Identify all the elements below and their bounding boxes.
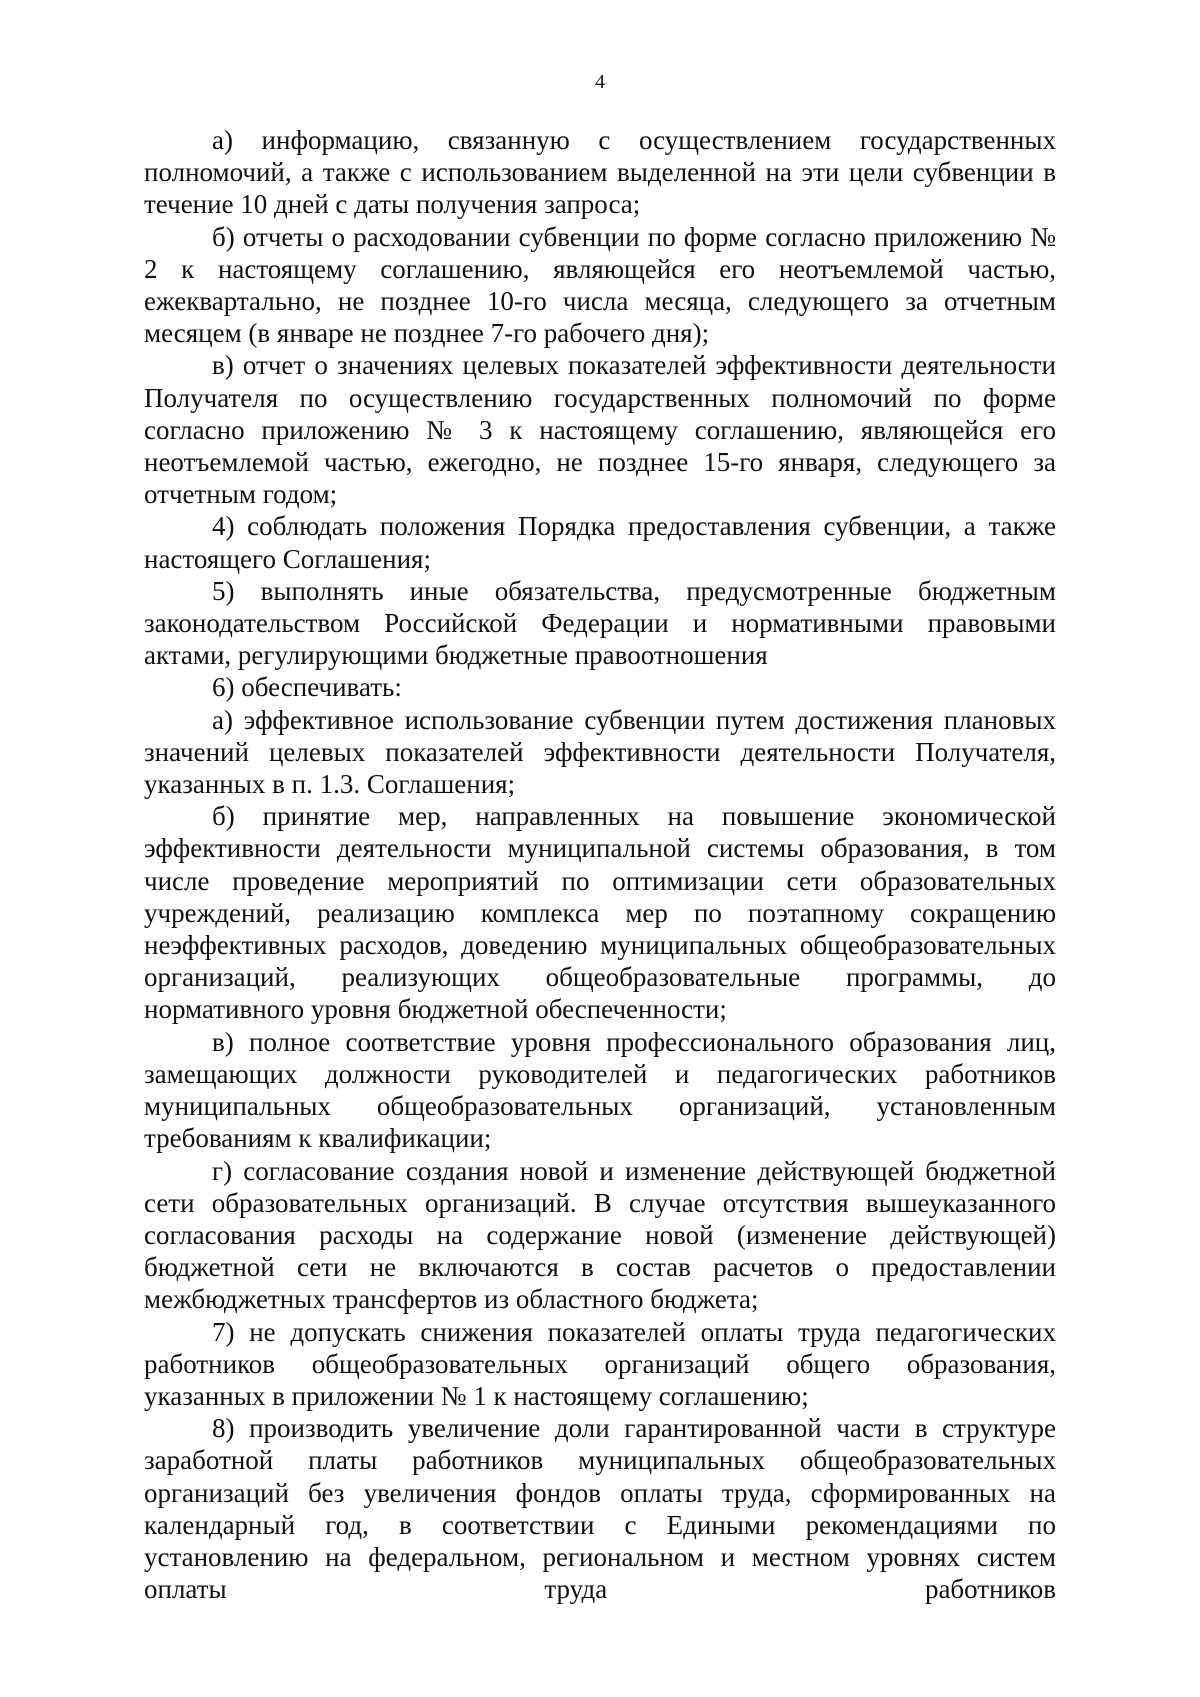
paragraph-6-ensure: 6) обеспечивать: — [212, 672, 402, 703]
paragraph-6v-qualification: в) полное соответствие уровня профессионального образования лиц, замещающих должности руководителей и педагогических работников муниципальных общеобразовательных организаций, установленным требованиям к квалификации; — [144, 1026, 1056, 1154]
document-body — [144, 124, 1056, 1605]
paragraph-7-salary: 7) не допускать снижения показателей оплаты труда педагогических работников общеобразовательных организаций общего образования, указанных в приложении № 1 к настоящему соглашению; — [144, 1316, 1056, 1411]
page-number: 4 — [595, 71, 605, 93]
paragraph-3b-reports: б) отчеты о расходовании субвенции по форме согласно приложению № 2 к настоящему соглашению, являющейся его неотъемлемой частью, ежеквартально, не позднее 10-го числа месяца, следующего за отчетным месяцем (в январе не позднее 7-го рабочего дня); — [144, 221, 1056, 349]
paragraph-5-obligations: 5) выполнять иные обязательства, предусмотренные бюджетным законодательством Российской Федерации и нормативными правовыми актами, регулирующими бюджетные правоотношения — [144, 575, 1056, 671]
paragraph-4-comply: 4) соблюдать положения Порядка предоставления субвенции, а также настоящего Соглашения; — [144, 511, 1056, 574]
paragraph-6a-effective-use: а) эффективное использование субвенции путем достижения плановых значений целевых показателей эффективности деятельности Получателя, указанных в п. 1.3. Соглашения; — [144, 704, 1056, 800]
paragraph-3v-indicators-report: в) отчет о значениях целевых показателей эффективности деятельности Получателя по осуществлению государственных полномочий по форме согласно приложению № 3 к настоящему соглашению, являющейся его неотъемлемой частью, ежегодно, не позднее 15-го января, следующего за отчетным годом; — [144, 350, 1056, 510]
paragraph-6b-measures: б) принятие мер, направленных на повышение экономической эффективности деятельности муниципальной системы образования, в том числе проведение мероприятий по оптимизации сети образовательных учреждений, реализацию комплекса мер по поэтапному сокращению неэффективных расходов, доведению муниципальных общеобразовательных организаций, реализующих общеобразовательные программы, до нормативного уровня бюджетной обеспеченности; — [144, 801, 1056, 1025]
paragraph-3a-information: а) информацию, связанную с осуществлением государственных полномочий, а также с использованием выделенной на эти цели субвенции в течение 10 дней с даты получения запроса; — [144, 125, 1056, 220]
paragraph-8-guaranteed-part: 8) производить увеличение доли гарантированной части в структуре заработной платы работников муниципальных общеобразовательных организаций без увеличения фондов оплаты труда, сформированных на календарный год, в соответствии с Едиными рекомендациями по установлению на федеральном, региональном и местном уровнях систем оплаты труда работников — [144, 1413, 1056, 1605]
paragraph-6g-network-approval: г) согласование создания новой и изменение действующей бюджетной сети образовательных организаций. В случае отсутствия вышеуказанного согласования расходы на содержание новой (изменение действующей) бюджетной сети не включаются в состав расчетов о предоставлении межбюджетных трансфертов из областного бюджета; — [144, 1155, 1056, 1315]
